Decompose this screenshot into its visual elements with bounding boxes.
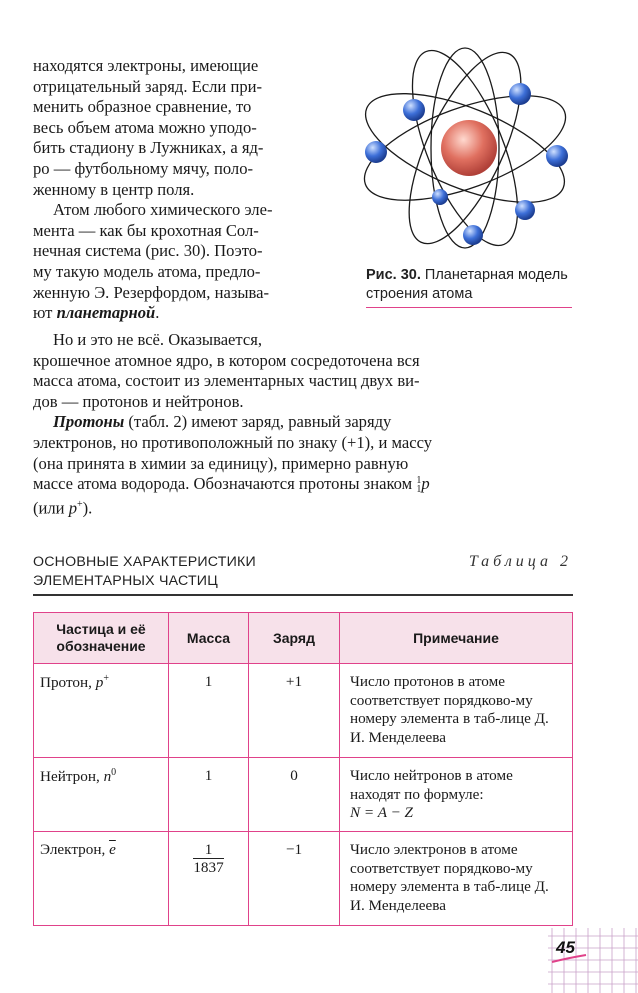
text-line xyxy=(33,412,573,433)
table-row xyxy=(34,758,573,832)
figure-caption-text: Планетарная модель строения атома xyxy=(366,267,568,302)
cell-charge: −1 xyxy=(249,832,340,926)
page-number-grid xyxy=(538,928,638,993)
figure-caption xyxy=(366,266,572,308)
text-line: ро — футбольному мячу, поло- xyxy=(33,158,254,178)
table-header-row xyxy=(34,613,573,664)
text-fragment: массе атома водорода. Обозначаются протоны знаком xyxy=(33,474,417,494)
electron xyxy=(546,145,568,167)
divider xyxy=(33,594,573,596)
header-charge: Заряд xyxy=(249,613,340,664)
particle-name: Протон, xyxy=(40,674,96,692)
header-mass: Масса xyxy=(169,613,249,664)
table-row xyxy=(34,664,573,758)
table-title xyxy=(33,553,256,591)
table-title-line: ЭЛЕМЕНТАРНЫХ ЧАСТИЦ xyxy=(33,573,218,589)
text-line: нечная система (рис. 30). Поэто- xyxy=(33,241,263,261)
page-number: 45 xyxy=(556,938,575,957)
cell-mass: 1 xyxy=(169,758,249,832)
particle-name: Электрон, xyxy=(40,841,110,858)
particle-charge-sup: 0 xyxy=(111,767,117,778)
electron xyxy=(463,225,483,245)
text-line: (она принята в химии за единицу), примерно равную xyxy=(33,453,409,473)
cell-particle xyxy=(34,758,169,832)
text-line: женную Э. Резерфордом, называ- xyxy=(33,282,270,302)
text-line: женному в центр поля. xyxy=(33,179,195,199)
proton-symbol: p xyxy=(421,474,430,494)
cell-particle xyxy=(34,832,169,926)
table-label: Таблица 2 xyxy=(468,553,572,570)
text-fragment: (табл. 2) имеют заряд, равный заряду xyxy=(124,412,392,432)
text-line xyxy=(33,474,573,495)
text-line xyxy=(33,495,573,519)
particles-table xyxy=(33,612,573,926)
text-line: Атом любого химического эле- xyxy=(53,200,273,220)
header-particle: Частица и её обозначение xyxy=(34,613,169,664)
table-row xyxy=(34,832,573,926)
term-protons: Протоны xyxy=(53,412,125,432)
text-fragment: . xyxy=(155,303,160,323)
cell-particle xyxy=(34,664,169,758)
mass-fraction xyxy=(193,841,223,876)
text-fragment: (или xyxy=(33,498,69,518)
cell-charge: +1 xyxy=(249,664,340,758)
note-line: Число нейтронов в атоме xyxy=(350,767,513,784)
text-line: Но и это не всё. Оказывается, xyxy=(53,330,263,349)
fraction-numerator: 1 xyxy=(193,841,223,859)
text-line: дов — протонов и нейтронов. xyxy=(33,391,244,411)
cell-note: Число электронов в атоме соответствует порядково-му номеру элемента в таб-лице Д. И. Менделеева xyxy=(340,832,573,926)
text-line: мента — как бы крохотная Сол- xyxy=(33,220,259,240)
text-line: му такую модель атома, предло- xyxy=(33,261,261,281)
text-fragment: ют xyxy=(33,303,57,323)
text-line: менить образное сравнение, то xyxy=(33,97,252,117)
particle-name: Нейтрон, xyxy=(40,768,104,786)
figure-number: Рис. 30. xyxy=(366,267,421,283)
note-line: находят по формуле: xyxy=(350,785,484,803)
table-title-line: ОСНОВНЫЕ ХАРАКТЕРИСТИКИ xyxy=(33,554,256,570)
text-line: отрицательный заряд. Если при- xyxy=(33,76,263,96)
electron xyxy=(509,83,531,105)
cell-charge: 0 xyxy=(249,758,340,832)
particle-symbol: $\overline{e}$ xyxy=(109,841,116,858)
fraction-denominator: 1837 xyxy=(193,859,224,876)
text-line: весь объем атома можно уподо- xyxy=(33,117,257,137)
particle-charge-sup: + xyxy=(103,673,109,684)
nucleus xyxy=(441,120,497,176)
electron xyxy=(515,200,535,220)
text-line: электронов, но противоположный по знаку (+1), и массу xyxy=(33,432,433,452)
cell-note: Число протонов в атоме соответствует порядково-му номеру элемента в таб-лице Д. И. Менделеева xyxy=(340,664,573,758)
electron xyxy=(365,141,387,163)
cell-mass: 1 xyxy=(169,664,249,758)
particle-symbol: p xyxy=(95,674,104,692)
formula: N = A − Z xyxy=(350,804,413,822)
text-line: бить стадиону в Лужниках, а яд- xyxy=(33,138,264,158)
electron xyxy=(432,189,448,205)
text-line xyxy=(33,303,345,324)
particle-symbol: n xyxy=(103,768,112,786)
text-line: крошечное атомное ядро, в котором сосредоточена вся xyxy=(33,350,420,370)
atom-model-figure xyxy=(352,42,578,256)
electron xyxy=(403,99,425,121)
text-fragment: ). xyxy=(82,498,93,518)
paragraph-intro xyxy=(33,56,345,324)
header-note: Примечание xyxy=(340,613,573,664)
cell-mass xyxy=(169,832,249,926)
mass-number: 1 xyxy=(416,475,422,487)
cell-note xyxy=(340,758,573,832)
proton-symbol: p xyxy=(68,498,78,518)
paragraph-protons xyxy=(33,330,573,519)
text-line: находятся электроны, имеющие xyxy=(33,56,259,75)
atomic-number: 1 xyxy=(416,484,422,496)
text-line: масса атома, состоит из элементарных частиц двух ви- xyxy=(33,371,420,391)
charge-sup: + xyxy=(77,498,83,510)
term-planetary: планетарной xyxy=(56,303,156,323)
